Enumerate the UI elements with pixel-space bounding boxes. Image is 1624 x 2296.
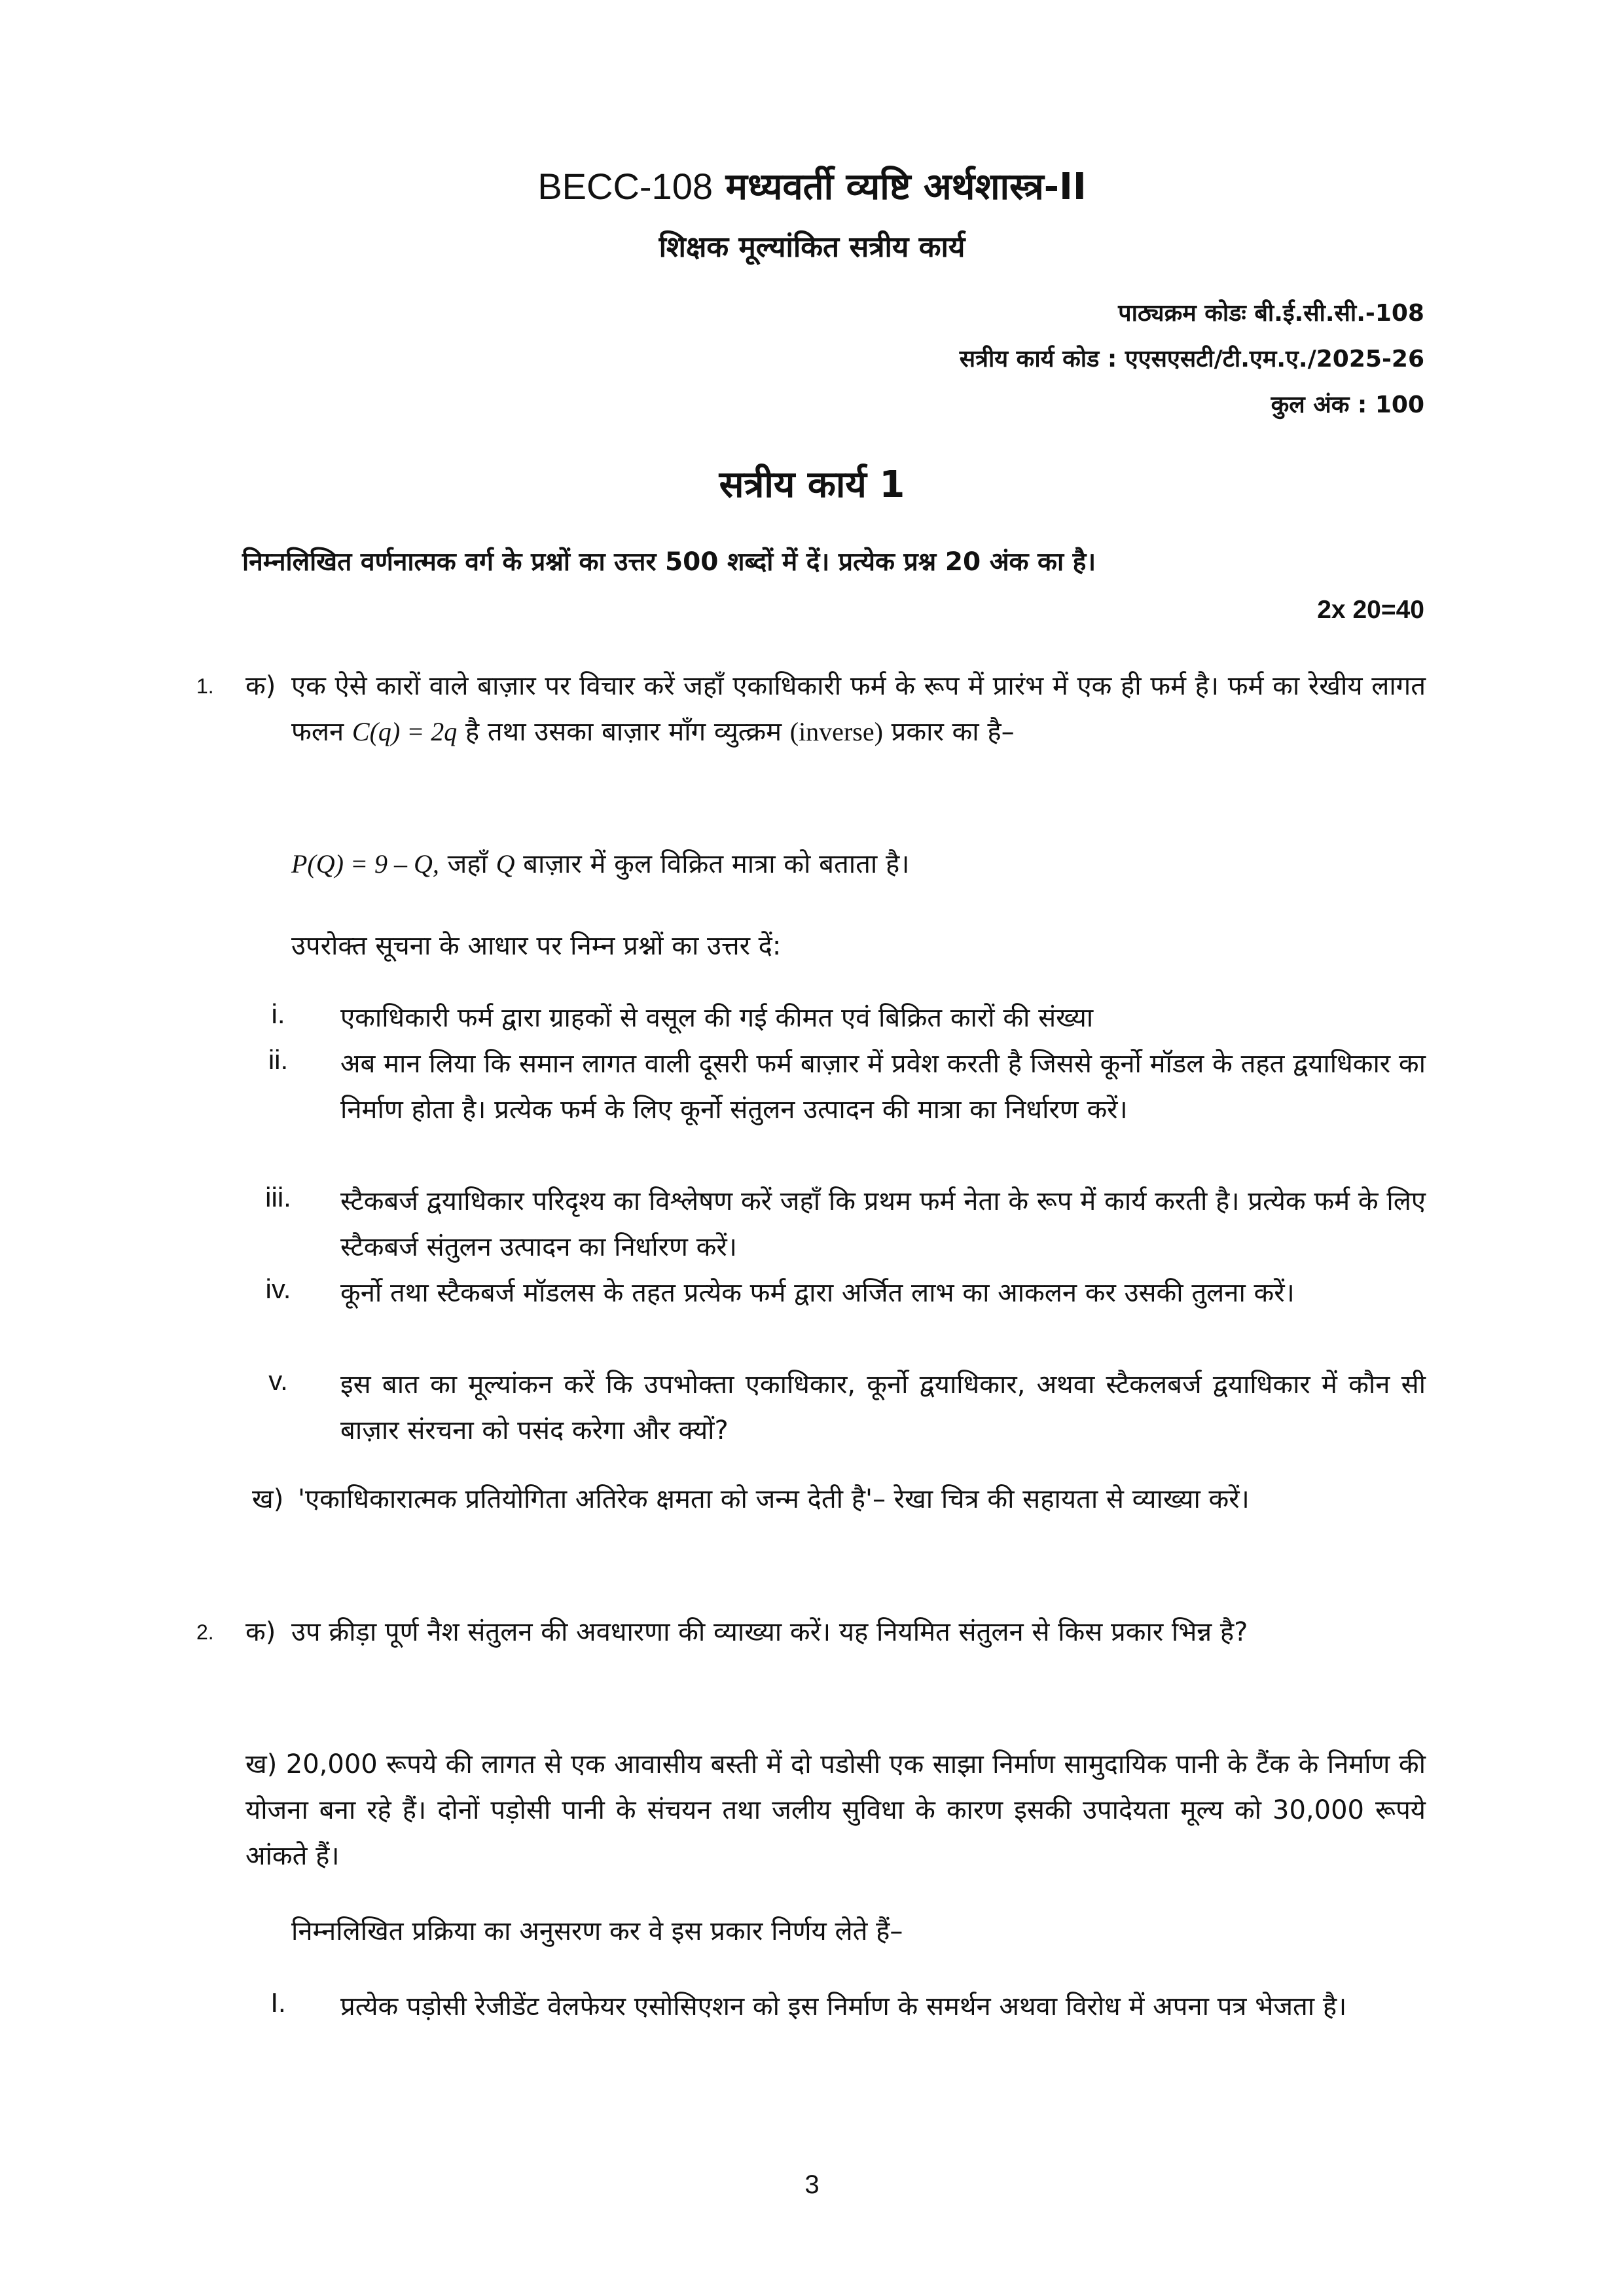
item-label: iv. xyxy=(265,1273,291,1304)
course-code: BECC-108 xyxy=(537,166,713,207)
section-heading: सत्रीय कार्य 1 xyxy=(719,464,905,506)
item-text: स्टैकबर्ज द्वयाधिकार परिदृश्य का विश्लेषण करें जहाँ कि प्रथम फर्म नेता के रूप में कार्य करती है। प्रत्येक फर्म के लिए स्टैकबर्ज संतुलन उत्पादन का निर्धारण करें। xyxy=(340,1186,1426,1262)
question-number: 1. xyxy=(196,674,214,698)
assignment-code: सत्रीय कार्य कोड : एएसएसटी/टी.एम.ए./2025-26 xyxy=(959,346,1424,373)
item-text: इस बात का मूल्यांकन करें कि उपभोक्ता एकाधिकार, कूर्नो द्वयाधिकार, अथवा स्टैकलबर्ज द्वयाधिकार में कौन सी बाज़ार संरचना को पसंद करेगा और क्यों? xyxy=(340,1370,1426,1446)
question-number: 2. xyxy=(196,1620,214,1644)
item-label: v. xyxy=(268,1365,288,1396)
course-title: मध्यवर्ती व्यष्टि अर्थशास्त्र-II xyxy=(725,166,1087,208)
item-label: iii. xyxy=(265,1182,291,1212)
process-lead: निम्नलिखित प्रक्रिया का अनुसरण कर वे इस प्रकार निर्णय लेते हैं– xyxy=(291,1916,903,1946)
document-subtitle: शिक्षक मूल्यांकित सत्रीय कार्य xyxy=(659,230,965,264)
item-text: कूर्नो तथा स्टैकबर्ज मॉडलस के तहत प्रत्येक फर्म द्वारा अर्जित लाभ का आकलन कर उसकी तुलना करें। xyxy=(340,1278,1295,1308)
question-2b-text: ख) 20,000 रूपये की लागत से एक आवासीय बस्ती में दो पडोसी एक साझा निर्माण सामुदायिक पानी के टैंक के निर्माण की योजना बना रहे हैं। दोनों पड़ोसी पानी के संचयन तथा जलीय सुविधा के कारण इसकी उपादेयता मूल्य को 30,000 रूपये आंकते हैं। xyxy=(245,1749,1426,1871)
part-label: क) xyxy=(245,1617,276,1647)
part-label: ख) xyxy=(252,1484,284,1514)
question-2a-text: उप क्रीड़ा पूर्ण नैश संतुलन की अवधारणा की व्याख्या करें। यह नियमित संतुलन से किस प्रकार भिन्न है? xyxy=(291,1617,1248,1647)
section-instruction: निम्नलिखित वर्णनात्मक वर्ग के प्रश्नों का उत्तर 500 शब्दों में दें। प्रत्येक प्रश्न 20 अंक का है। xyxy=(242,547,1096,577)
section-marks: 2x 20=40 xyxy=(1317,596,1424,624)
inverse-term: (inverse) xyxy=(789,717,883,746)
question-1a-text: एक ऐसे कारों वाले बाज़ार पर विचार करें जहाँ एकाधिकारी फर्म के रूप में प्रारंभ में एक ही फर्म है। फर्म का रेखीय लागत फलन C(q) = 2q है तथा उसका बाज़ार माँग व्युत्क्रम (inverse) प्रकार का है– xyxy=(291,671,1426,747)
demand-function-line: P(Q) = 9 – Q, जहाँ Q बाज़ार में कुल विक्रित मात्रा को बताता है। xyxy=(291,849,910,879)
item-text: प्रत्येक पड़ोसी रेजीडेंट वेलफेयर एसोसिएशन को इस निर्माण के समर्थन अथवा विरोध में अपना पत्र भेजता है। xyxy=(340,1992,1347,2022)
item-label: ii. xyxy=(268,1044,289,1075)
question-1b-text: 'एकाधिकारात्मक प्रतियोगिता अतिरेक क्षमता को जन्म देती है'– रेखा चित्र की सहायता से व्याख्या करें। xyxy=(298,1484,1250,1514)
page-number: 3 xyxy=(804,2170,820,2199)
part-label: क) xyxy=(245,671,276,701)
item-text: एकाधिकारी फर्म द्वारा ग्राहकों से वसूल की गई कीमत एवं बिक्रित कारों की संख्या xyxy=(340,1003,1094,1033)
item-label: i. xyxy=(271,998,285,1029)
item-label: I. xyxy=(270,1987,286,2018)
demand-function: P(Q) = 9 – Q, xyxy=(291,849,439,879)
document-title xyxy=(0,160,1624,210)
item-text: अब मान लिया कि समान लागत वाली दूसरी फर्म बाज़ार में प्रवेश करती है जिससे कूर्नो मॉडल के तहत द्वयाधिकार का निर्माण होता है। प्रत्येक फर्म के लिए कूर्नो संतुलन उत्पादन की मात्रा का निर्धारण करें। xyxy=(340,1049,1426,1125)
total-marks: कुल अंक : 100 xyxy=(1271,392,1424,418)
cost-function: C(q) = 2q xyxy=(352,717,458,746)
program-code: पाठ्यक्रम कोडः बी.ई.सी.सी.-108 xyxy=(1118,300,1424,327)
question-lead: उपरोक्त सूचना के आधार पर निम्न प्रश्नों का उत्तर दें: xyxy=(291,931,782,961)
